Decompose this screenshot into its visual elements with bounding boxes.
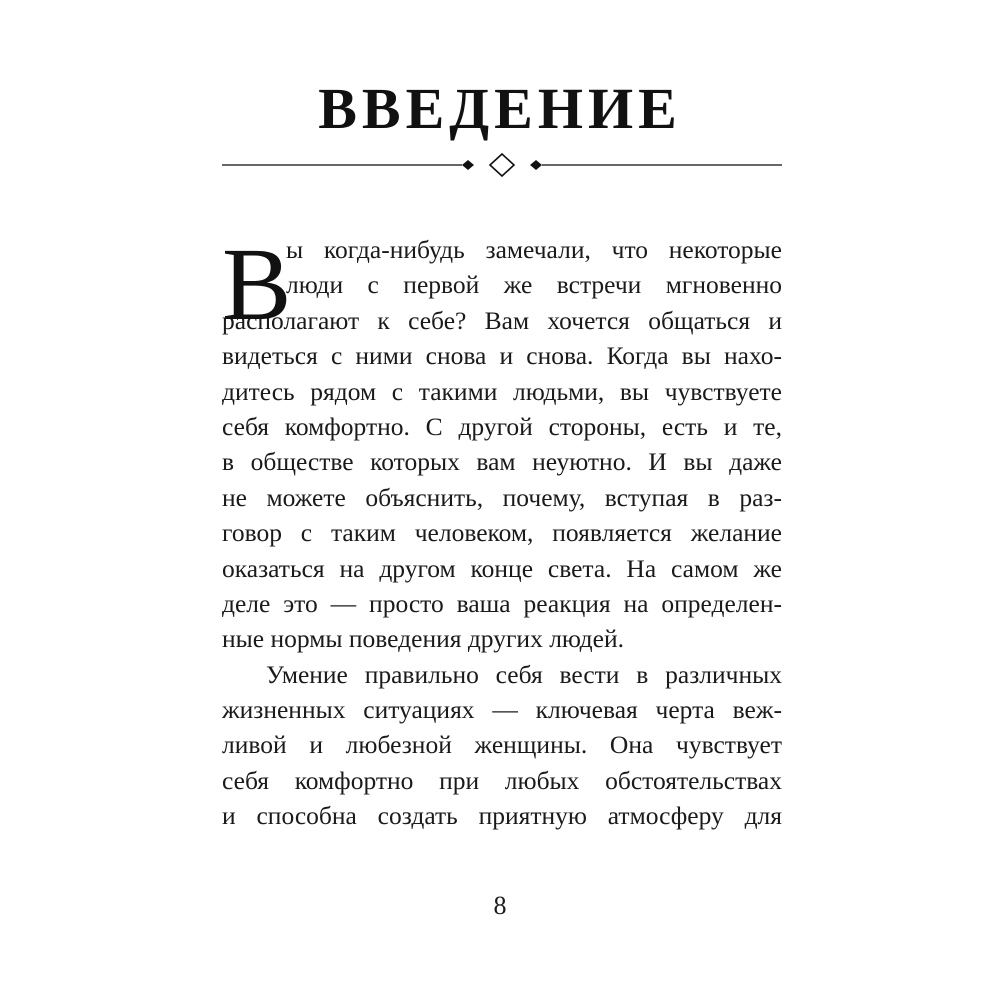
body-text bbox=[222, 227, 782, 834]
text-line: себя комфортно. С другой стороны, есть и те, bbox=[222, 411, 782, 441]
drop-cap: В bbox=[222, 227, 292, 342]
text-line: говор с таким человеком, появляется желание bbox=[222, 518, 782, 548]
page-number: 8 bbox=[493, 891, 507, 920]
diamond-divider-icon bbox=[222, 150, 782, 180]
text-line: ные нормы поведения других людей. bbox=[222, 624, 624, 654]
text-line: Умение правильно себя вести в различных bbox=[266, 659, 782, 689]
small-diamond-left bbox=[462, 160, 474, 170]
text-line: ы когда-нибудь замечали, что некоторые bbox=[286, 235, 782, 264]
text-line: располагают к себе? Вам хочется общаться и bbox=[222, 305, 782, 335]
text-line: ливой и любезной женщины. Она чувствует bbox=[222, 730, 782, 760]
text-line: деле это — просто ваша реакция на определен- bbox=[222, 588, 782, 618]
text-line: в обществе которых вам неуютно. И вы даже bbox=[222, 447, 782, 477]
text-line: люди с первой же встречи мгновенно bbox=[286, 270, 782, 300]
text-line: видеться с ними снова и снова. Когда вы нахо- bbox=[222, 341, 782, 371]
small-diamond-right bbox=[530, 160, 542, 170]
text-line: и способна создать приятную атмосферу для bbox=[222, 801, 782, 831]
text-line: оказаться на другом конце света. На самом же bbox=[222, 553, 782, 583]
hollow-diamond-center bbox=[490, 154, 514, 176]
text-line: жизненных ситуациях — ключевая черта веж- bbox=[222, 695, 782, 725]
text-line: себя комфортно при любых обстоятельствах bbox=[222, 765, 782, 795]
chapter-title: ВВЕДЕНИЕ bbox=[318, 76, 682, 141]
text-line: дитесь рядом с такими людьми, вы чувствуете bbox=[222, 376, 782, 406]
text-line: не можете объяснить, почему, вступая в раз- bbox=[222, 482, 782, 512]
